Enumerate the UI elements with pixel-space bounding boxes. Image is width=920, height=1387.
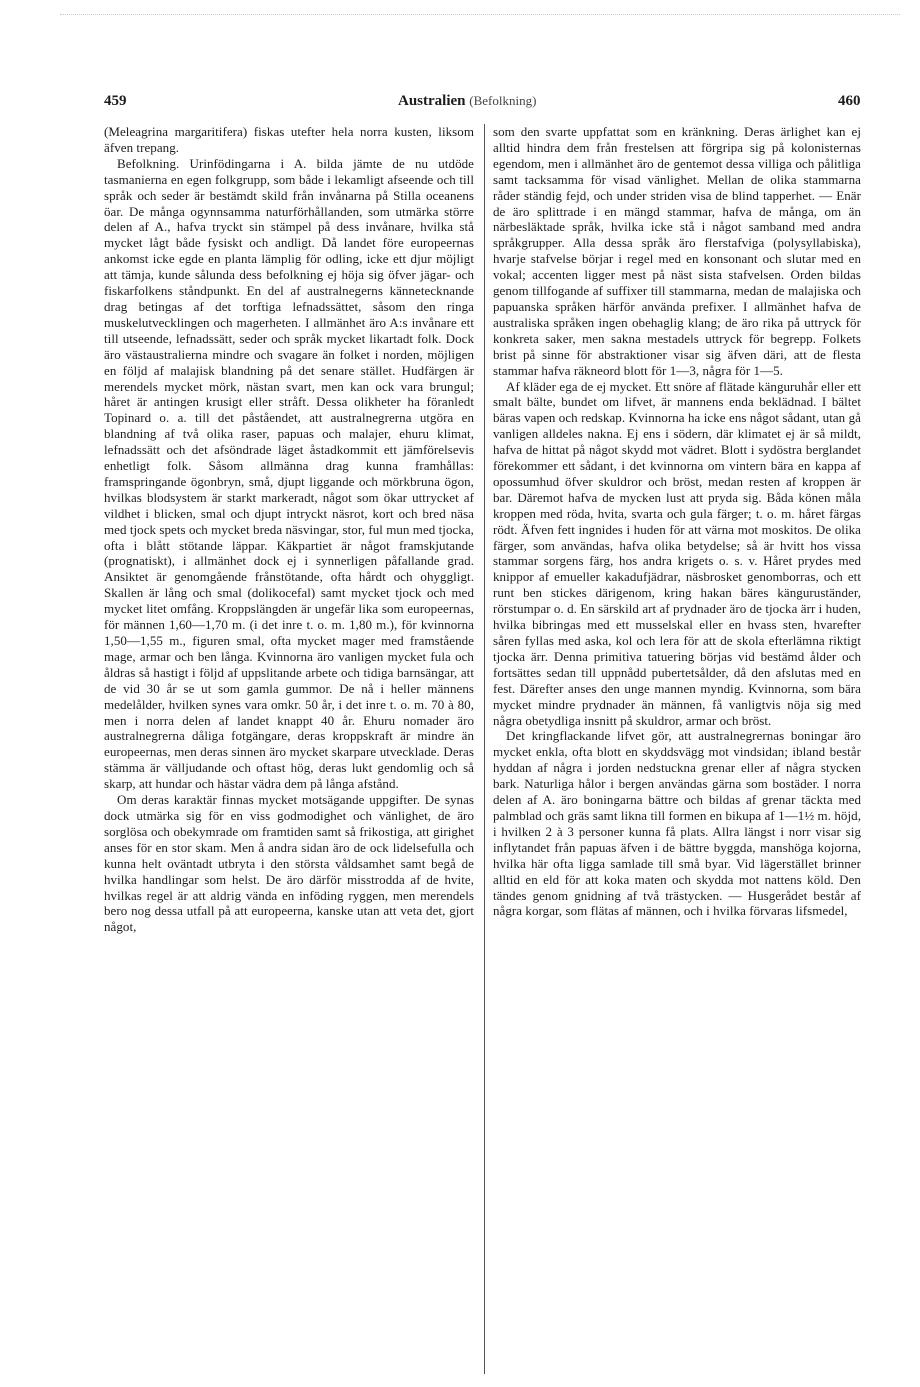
running-head-title: Australien xyxy=(398,93,466,109)
scan-edge-line xyxy=(60,14,900,15)
paragraph: Af kläder ega de ej mycket. Ett snöre af flätade känguruhår eller ett smalt bälte, bundet om lifvet, är mannens enda beklädnad. I bältet bäras vapen och redskap. Kvinnorna ha icke ens något sådant, utan gå vanligen alldeles nakna. Ej ens i södern, där klimatet ej är så mildt, hafva de hittat på något skydd mot vädret. Blott i sydöstra berglandet förekommer ett sådant, i det kvinnorna om vintern bära en kappa af opossumhud öfver skuldror och bröst, medan resten af kroppen är bar. Däremot hafva de mycken lust att pryda sig. Båda könen måla kroppen med röda, hvita, svarta och gula färger; t. o. m. håret färgas rödt. Äfven fett ingnides i huden för att värna mot moskitos. De olika färger, som användas, hafva olika betydelse; så är hvitt hos vissa stammar sorgens färg, hos andra krigets o. s. v. Håret prydes med knippor af emueller kakadufjädrar, näsbrosket genomborras, och ett runt ben stickes därigenom, kring hakan bäres känguruständer, rörstumpar o. d. En särskild art af prydnader äro de tjocka ärr i huden, hvilka bibringas med ett musselskal eller en hvass sten, hvarefter såren fyllas med aska, kol och lera för att de skola efterlämna riktigt tjocka ärr. Denna primitiva tatuering börjas vid bestämd ålder och fortsättes sedan till uppnådd pubertetsålder, då den afslutas med en fest. Därefter anses den unge mannen myndig. Kvinnorna, som bära mycket mindre prydnader än männen, få vanligtvis nöja sig med några obetydliga insnitt på skuldror, armar och bröst. xyxy=(493,378,861,728)
page-number-left: 459 xyxy=(104,93,127,109)
page-header xyxy=(0,93,920,115)
paragraph: som den svarte uppfattat som en kränkning. Deras ärlighet kan ej alltid hindra dem från frestelsen att förgripa sig på kolonisternas egendom, men i allmänhet äro de gentemot dessa villiga och pålitliga samt tacksamma för visad vänlighet. Mellan de olika stammarna råder ständig fejd, och under striden visa de blind tapperhet. — Enär de äro splittrade i en mängd stammar, hafva de många, om än närbesläktade språk, hvilka icke stå i något samband med andra språkgrupper. Alla dessa språk äro flerstafviga (polysyllabiska), hvarje stafvelse börjar i regel med en konsonant och slutar med en vokal; accenten ligger mest på näst sista stafvelsen. Orden bildas genom tillfogande af suffixer till stammarna, medan de malajiska och papuanska språken härför använda prefixer. I allmänhet hafva de australiska språken ingen obehaglig klang; de äro rika på uttryck för konkreta saker, men sakna mestadels uttryck för begrepp. Folkets brist på sinne för abstraktioner visar sig äfven däri, att de flesta stammar hafva räkneord blott för 1—3, några för 1—5. xyxy=(493,124,861,378)
running-head-subtitle: (Befolkning) xyxy=(469,93,537,108)
paragraph: Det kringflackande lifvet gör, att australnegrernas boningar äro mycket enkla, ofta blott en skyddsvägg mot vindsidan; ibland består hyddan af några i jorden nedstuckna grenar eller af några stycken bark. Naturliga hålor i bergen användas gärna som bostäder. I norra delen af A. äro boningarna bättre och bildas af grenar täckta med palmblad och gräs samt likna till formen en bikupa af 1—1½ m. höjd, i hvilken 2 à 3 personer kunna få plats. Allra längst i norr visar sig inflytandet från papuas äfven i de bättre byggda, manshöga kojorna, hvilka här ofta ligga samlade till små byar. Vid lägerstället brinner alltid en eld för att koka maten och skydda mot nattens köld. Den tändes genom gnidning af två trästycken. — Husgerådet består af några korgar, som flätas af männen, och i hvilka förvaras lifsmedel, xyxy=(493,728,861,919)
page-number-right: 460 xyxy=(838,93,861,109)
column-divider xyxy=(484,124,485,1374)
paragraph: Befolkning. Urinfödingarna i A. bilda jämte de nu utdöde tasmanierna en egen folkgrupp, som både i lekamligt afseende och till språk och seder är bestämdt skild från invånarna på Stilla oceanens öar. De många ogynnsamma naturförhållanden, som utmärka större delen af A., hafva tryckt sin stämpel på dess invånare, hvilka stå mycket lågt både fysiskt och andligt. Då landet före europeernas ankomst icke egde en planta lämplig för odling, icke ett djur möjligt att tämja, kunde sålunda dess befolkning ej höja sig öfver jägar- och fiskarfolkens ståndpunkt. En del af australnegerns kännetecknande drag betingas af det torftiga lefnadssättet, såsom den ringa muskelutvecklingen och magerheten. I allmänhet äro A:s invånare ett till utseende, lefnadssätt, seder och språk mycket likartadt folk. Dock äro västaustralierna mindre och svagare än folket i norden, möjligen en följd af malajisk blandning på det senare stället. Hudfärgen är merendels mycket mörk, nästan svart, men kan ock vara brungul; håret är antingen krusigt eller stråft. Dessa olikheter ha föranledt Topinard o. a. till det påståendet, att australnegrerna utgöra en blandning af två olika raser, papuas och malajer, ehuru klimat, lefnadssätt och det afsöndrade läget åstadkommit ett jämförelsevis enhetligt folk. Såsom allmänna drag kunna framhållas: framspringande ögonbryn, små, djupt liggande och mörkbruna ögon, hvilkas blodsystem är starkt markeradt, något som ökar uttrycket af vildhet i blicken, smal och djupt intryckt näsrot, kort och bred näsa med tjock spets och mycket breda näsvingar, stor, ful mun med tjocka, ofta i blått stötande läppar. Käkpartiet är något framskjutande (prognatiskt), i allmänhet dock ej i synnerligen påfallande grad. Ansiktet är genomgående frånstötande, ofta hårdt och ohyggligt. Skallen är lång och smal (dolikocefal) samt mycket tjock och med mycket litet omfång. Kroppslängden är ungefär lika som europeernas, för männen 1,60—1,70 m. (i det inre t. o. m. 1,80 m.), för kvinnorna 1,50—1,55 m., figuren smal, ofta mycket mager med framstående mage, armar och ben långa. Kvinnorna äro vanligen mycket fula och åldras så hastigt i följd af uppslitande arbete och tidiga barnsängar, att de vid 30 år se ut som gamla gummor. De nå i heller männens medelålder, hvilken synes vara omkr. 50 år, i det inre t. o. m. 70 à 80, men i norra delen af landet knappt 40 år. Ehuru nomader äro australnegrerna dåliga fotgängare, deras kroppskraft är mindre än europeernas, men deras sinnen äro mycket skarpare utvecklade. Deras stämma är välljudande och oftast hög, deras lukt gendomlig och så skarp, att hundar och hästar vädra dem på långa afstånd. xyxy=(104,155,474,792)
paragraph: Om deras karaktär finnas mycket motsägande uppgifter. De synas dock utmärka sig för en viss godmodighet och vänlighet, de äro sorglösa och obekymrade om framtiden samt så frikostiga, att girighet anses för en stor skam. Men å andra sidan äro de ock lidelsefulla och kunna helt oväntadt utbryta i den största våldsamhet samt begå de hvilka handlingar som helst. De äro därför misstrodda af de hvite, hvilkas regel är att aldrig vända en inföding ryggen, men merendels bero nog dessa utfall på att europeerna, kanske utan att veta det, gjort något, xyxy=(104,792,474,935)
right-column xyxy=(493,124,861,919)
left-column xyxy=(104,124,474,935)
running-head xyxy=(398,93,536,110)
paragraph: (Meleagrina margaritifera) fiskas utefter hela norra kusten, liksom äfven trepang. xyxy=(104,124,474,155)
